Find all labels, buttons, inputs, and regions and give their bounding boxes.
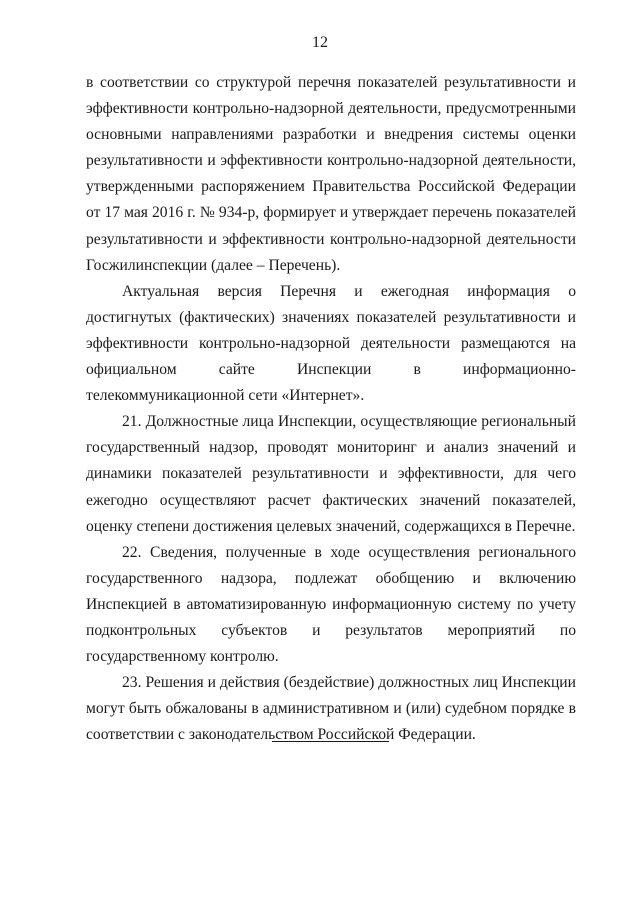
paragraph-continuation: в соответствии со структурой перечня показателей результативности и эффективности контрольно-надзорной деятельности, предусмотренными основными направлениями разработки и внедрения системы оценки результативности и эффективности контрольно-надзорной деятельности, утвержденными распоряжением Правительства Российской Федерации от 17 мая 2016 г. № 934-р, формирует и утверждает перечень показателей результативности и эффективности контрольно-надзорной деятельности Госжилинспекции (далее – Перечень). (86, 74, 576, 274)
document-body (86, 70, 576, 748)
paragraph-item-22: 22. Сведения, полученные в ходе осуществления регионального государственного надзора, подлежат обобщению и включению Инспекцией в автоматизированную информационную систему по учету подконтрольных субъектов и результатов мероприятий по государственному контролю. (86, 543, 576, 666)
paragraph-item-21: 21. Должностные лица Инспекции, осуществляющие региональный государственный надзор, проводят мониторинг и анализ значений и динамики показателей результативности и эффективности, для чего ежегодно осуществляют расчет фактических значений показателей, оценку степени достижения целевых значений, содержащихся в Перечне. (86, 413, 576, 535)
page-number: 12 (312, 34, 328, 51)
paragraph-current-version: Актуальная версия Перечня и ежегодная информация о достигнутых (фактических) значениях показателей результативности и эффективности контрольно-надзорной деятельности размещаются на официальном сайте Инспекции в информационно-телекоммуникационной сети «Интернет». (86, 282, 576, 405)
paragraph-item-23: 23. Решения и действия (бездействие) должностных лиц Инспекции могут быть обжалованы в административном и (или) судебном порядке в соответствии с законодательством Российской Федерации. (86, 674, 576, 744)
end-of-text-rule (272, 741, 389, 742)
